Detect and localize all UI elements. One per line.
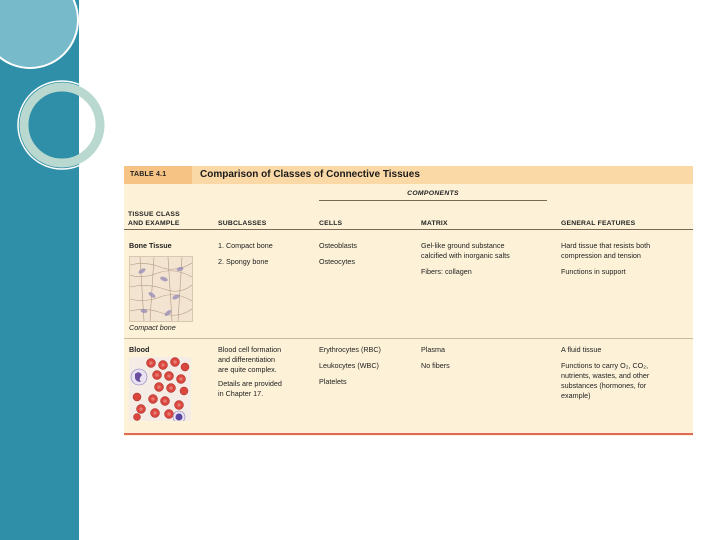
- bone-cells: Osteoblasts Osteocytes: [319, 241, 357, 266]
- compact-bone-image: [129, 256, 193, 322]
- components-rule: [319, 200, 547, 201]
- connective-tissue-table: [124, 166, 693, 436]
- blood-features: A fluid tissue Functions to carry O₂, CO₂, nutrients, wastes, and other substances (hormones, for example): [561, 345, 650, 400]
- row-divider: [124, 338, 693, 339]
- bone-matrix: Gel-like ground substance calcified with inorganic salts Fibers: collagen: [421, 241, 510, 276]
- table-title-bar: [124, 166, 693, 184]
- tissue-blood: Blood: [129, 345, 150, 354]
- bone-subclasses: 1. Compact bone 2. Spongy bone: [218, 241, 273, 266]
- blood-cells: Erythrocytes (RBC) Leukocytes (WBC) Platelets: [319, 345, 381, 386]
- header-general-features: GENERAL FEATURES: [561, 220, 636, 227]
- header-matrix: MATRIX: [421, 220, 448, 227]
- components-header: COMPONENTS: [407, 190, 459, 197]
- header-rule: [124, 229, 693, 230]
- table-bottom-rule: [124, 433, 693, 435]
- header-tissue-class: TISSUE CLASS AND EXAMPLE: [128, 211, 180, 227]
- blood-matrix: Plasma No fibers: [421, 345, 450, 370]
- decorative-circles: [0, 0, 120, 200]
- tissue-bone: Bone Tissue: [129, 241, 172, 250]
- blood-subclasses: Blood cell formation and differentiation are quite complex. Details are provided in Chapter 17.: [218, 345, 282, 398]
- table-number: TABLE 4.1: [124, 166, 192, 184]
- bone-features: Hard tissue that resists both compression and tension Functions in support: [561, 241, 651, 276]
- bone-image-caption: Compact bone: [129, 323, 176, 332]
- table-title: Comparison of Classes of Connective Tissues: [200, 169, 420, 180]
- header-cells: CELLS: [319, 220, 343, 227]
- header-subclasses: SUBCLASSES: [218, 220, 267, 227]
- blood-cells-image: [129, 357, 191, 421]
